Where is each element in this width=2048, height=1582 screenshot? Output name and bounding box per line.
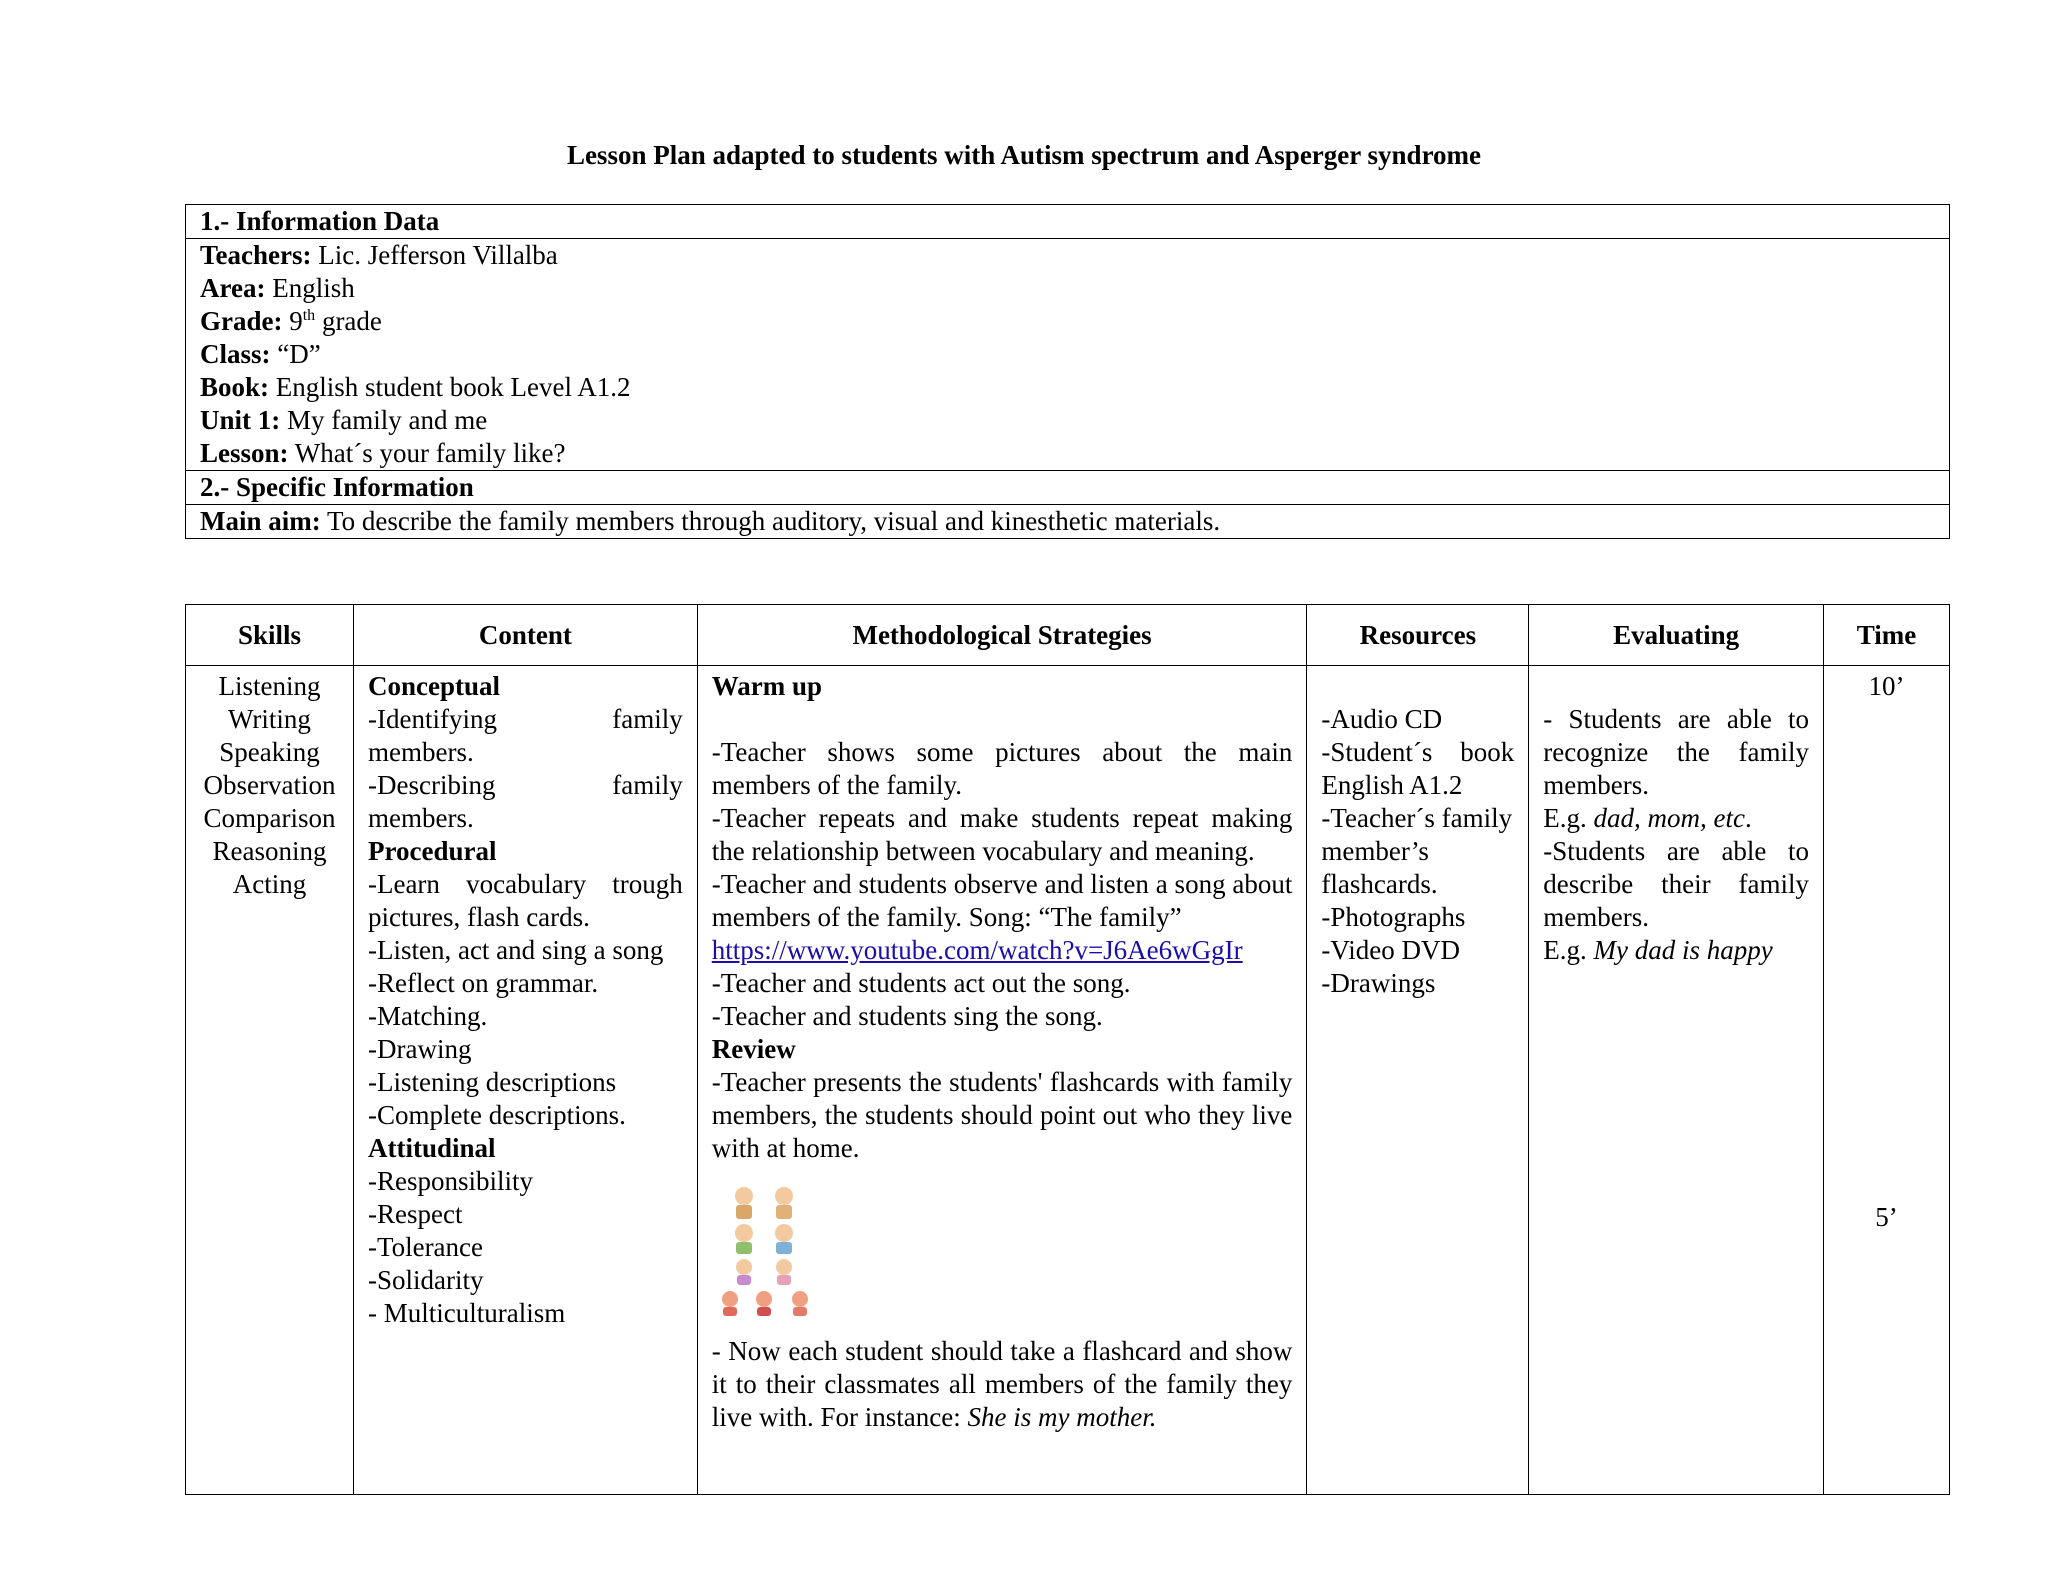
skills-cell — [186, 666, 354, 1495]
grade-suffix: grade — [315, 306, 382, 336]
specific-header: 2.- Specific Information — [186, 471, 1950, 505]
strategy-p4: -Teacher and students act out the song. — [711, 968, 1131, 998]
procedural-item: -Drawing — [367, 1034, 472, 1064]
procedural-item: -Listening descriptions — [367, 1067, 617, 1097]
skill-item: Writing — [228, 704, 311, 734]
resource-item: -Video DVD — [1321, 935, 1460, 965]
strategy-p5: -Teacher and students sing the song. — [711, 1001, 1103, 1031]
conceptual-2a: -Describing — [367, 770, 496, 800]
lesson-value: What´s your family like? — [288, 438, 566, 468]
evaluating-e2-example — [1543, 934, 1809, 967]
procedural-item: -Listen, act and sing a song — [367, 935, 664, 965]
skill-item: Listening — [218, 671, 321, 701]
strategy-p7 — [712, 1335, 1293, 1434]
family-figure — [722, 1291, 738, 1316]
evaluating-e1-example — [1543, 802, 1809, 835]
grade-number: 9 — [282, 306, 303, 336]
e1-eg-italic: dad, mom, etc — [1593, 803, 1745, 833]
header-time: Time — [1824, 605, 1950, 666]
procedural-item: -Reflect on grammar. — [367, 968, 599, 998]
conceptual-item-2 — [368, 769, 683, 802]
skill-item: Acting — [232, 869, 307, 899]
resource-item: -Teacher´s family member’s flashcards. — [1321, 803, 1513, 899]
skill-item: Observation — [203, 770, 336, 800]
resources-cell — [1307, 666, 1529, 1495]
evaluating-cell — [1529, 666, 1824, 1495]
conceptual-2c: members. — [367, 803, 474, 833]
info-details-row — [186, 239, 1950, 471]
teachers-label: Teachers: — [200, 240, 312, 270]
family-figure — [735, 1187, 753, 1219]
procedural-item: -Learn vocabulary trough pictures, flash cards. — [367, 869, 683, 932]
lesson-line — [200, 437, 1935, 470]
info-header: 1.- Information Data — [186, 205, 1950, 239]
attitudinal-item: -Responsibility — [367, 1166, 533, 1196]
time-cell — [1824, 666, 1950, 1495]
book-label: Book: — [200, 372, 270, 402]
lesson-table-body-row — [186, 666, 1950, 1495]
attitudinal-item: -Tolerance — [367, 1232, 484, 1262]
book-line — [200, 371, 1935, 404]
conceptual-title: Conceptual — [367, 671, 500, 701]
header-strategies: Methodological Strategies — [697, 605, 1307, 666]
family-figure — [775, 1224, 793, 1254]
teachers-value: Lic. Jefferson Villalba — [311, 240, 558, 270]
main-aim-label: Main aim: — [200, 506, 321, 536]
specific-header-row — [186, 471, 1950, 505]
attitudinal-item: -Respect — [367, 1199, 463, 1229]
procedural-item: -Matching. — [367, 1001, 488, 1031]
main-aim-value: To describe the family members through auditory, visual and kinesthetic materials. — [320, 506, 1221, 536]
skill-item: Speaking — [219, 737, 320, 767]
strategies-cell — [697, 666, 1307, 1495]
evaluating-e2: -Students are able to describe their family members. — [1543, 836, 1810, 932]
lesson-table — [185, 604, 1950, 1495]
header-resources: Resources — [1307, 605, 1529, 666]
attitudinal-item: -Solidarity — [367, 1265, 484, 1295]
evaluating-e1: - Students are able to recognize the family members. — [1543, 704, 1810, 800]
book-value: English student book Level A1.2 — [269, 372, 631, 402]
document-title: Lesson Plan adapted to students with Autism spectrum and Asperger syndrome — [566, 140, 1482, 170]
family-figure — [792, 1291, 808, 1316]
header-skills: Skills — [186, 605, 354, 666]
grade-label: Grade: — [200, 306, 283, 336]
family-figure — [756, 1291, 772, 1316]
procedural-title: Procedural — [367, 836, 497, 866]
warmup-title: Warm up — [711, 671, 823, 701]
strategy-p6: -Teacher presents the students' flashcards with family members, the students should point out who they live with at home. — [711, 1067, 1293, 1163]
family-figure — [776, 1259, 792, 1285]
time-warmup: 10’ — [1868, 671, 1905, 701]
content-cell — [353, 666, 697, 1495]
strategy-p7-example: She is my mother. — [967, 1402, 1157, 1432]
e2-eg-italic: My dad is happy — [1593, 935, 1773, 965]
unit-label: Unit 1: — [200, 405, 281, 435]
header-evaluating: Evaluating — [1529, 605, 1824, 666]
main-aim — [186, 505, 1950, 539]
conceptual-1c: members. — [367, 737, 474, 767]
area-line — [200, 272, 1935, 305]
grade-sup: th — [302, 307, 316, 324]
conceptual-item-1 — [368, 703, 683, 736]
attitudinal-title: Attitudinal — [367, 1133, 496, 1163]
strategy-p3: -Teacher and students observe and listen a song about members of the family. Song: “The family” — [711, 869, 1293, 932]
header-content: Content — [353, 605, 697, 666]
strategy-p7-text: - Now each student should take a flashcard and show it to their classmates all members of the family they live with. For instance: — [711, 1336, 1293, 1432]
e2-eg: E.g. — [1543, 935, 1594, 965]
spacer — [712, 703, 1293, 736]
information-table — [185, 204, 1950, 539]
family-flashcards-image — [716, 1171, 816, 1321]
lesson-label: Lesson: — [200, 438, 289, 468]
e1-eg: E.g. — [1543, 803, 1594, 833]
resource-item: -Drawings — [1321, 968, 1436, 998]
strategy-p2: -Teacher repeats and make students repeat making the relationship between vocabulary and meaning. — [711, 803, 1293, 866]
resource-item: -Photographs — [1321, 902, 1466, 932]
unit-value: My family and me — [280, 405, 488, 435]
resource-item: -Student´s book English A1.2 — [1321, 737, 1515, 800]
procedural-item: -Complete descriptions. — [367, 1100, 626, 1130]
spacer — [1543, 670, 1809, 703]
class-label: Class: — [200, 339, 271, 369]
conceptual-1a: -Identifying — [367, 704, 497, 734]
family-figure — [775, 1187, 793, 1219]
teachers-line — [200, 239, 1935, 272]
skill-item: Comparison — [203, 803, 336, 833]
e1-eg-end: . — [1745, 803, 1752, 833]
info-details — [186, 239, 1950, 471]
info-header-row — [186, 205, 1950, 239]
lesson-table-header-row — [186, 605, 1950, 666]
time-review: 5’ — [1875, 1202, 1898, 1232]
skill-item: Reasoning — [212, 836, 327, 866]
resource-item: -Audio CD — [1321, 704, 1443, 734]
strategy-p1: -Teacher shows some pictures about the main members of the family. — [711, 737, 1293, 800]
grade-line — [200, 305, 1935, 338]
unit-line — [200, 404, 1935, 437]
class-value: “D” — [270, 339, 321, 369]
area-label: Area: — [200, 273, 266, 303]
area-value: English — [265, 273, 355, 303]
conceptual-2b: family — [612, 770, 683, 800]
song-link[interactable]: https://www.youtube.com/watch?v=J6Ae6wGgIr — [711, 935, 1243, 965]
family-figure — [735, 1224, 753, 1254]
conceptual-1b: family — [612, 704, 683, 734]
spacer — [1321, 670, 1514, 703]
family-figure — [736, 1259, 752, 1285]
attitudinal-item: - Multiculturalism — [367, 1298, 566, 1328]
class-line — [200, 338, 1935, 371]
main-aim-row — [186, 505, 1950, 539]
review-title: Review — [711, 1034, 796, 1064]
